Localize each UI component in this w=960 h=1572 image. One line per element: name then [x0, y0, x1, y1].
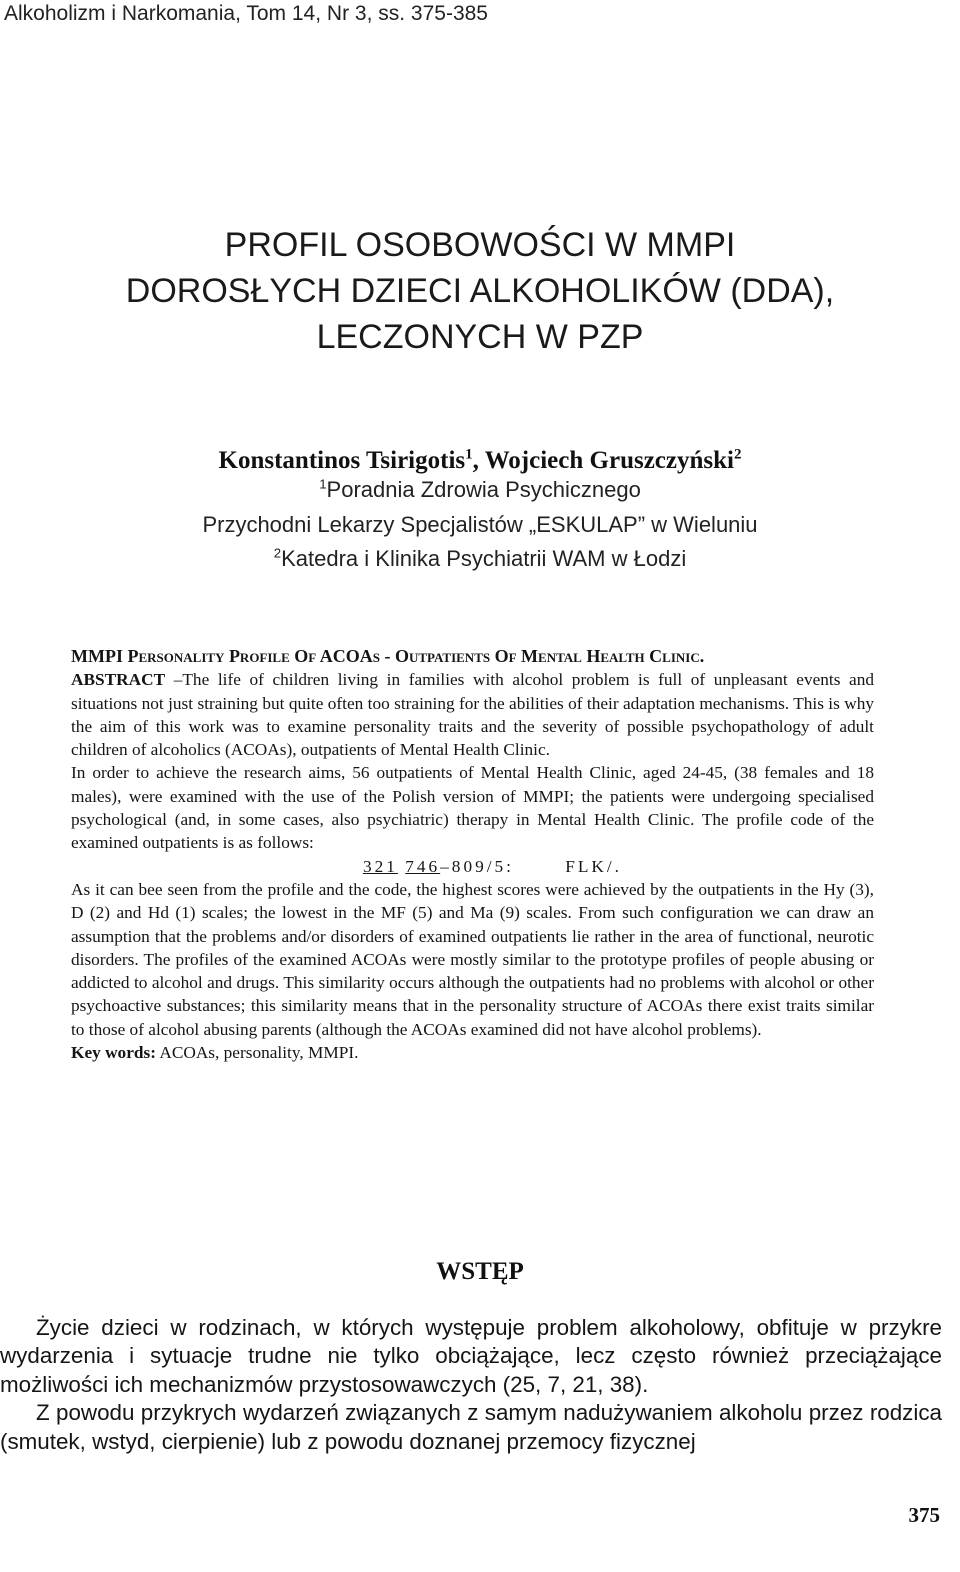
author-list: [0, 447, 960, 475]
affiliation-2: [0, 546, 960, 572]
author-affiliation-marker: 1: [465, 446, 473, 463]
author-name: Konstantinos Tsirigotis: [218, 447, 466, 474]
code-segment: 321: [362, 856, 398, 876]
abstract-block: [71, 645, 874, 1064]
abstract-label: ABSTRACT: [71, 670, 166, 690]
abstract-paragraph: In order to achieve the research aims, 56 outpatients of Mental Health Clinic, aged 24-45, (38 females and 18 males), were examined with the use of the Polish version of MMPI; the patients were undergoing specialised psychological (and, in some cases, also psychiatric) therapy in Mental Health Clinic. The profile code of the examined outpatients is as follows:: [71, 763, 874, 853]
affiliation-1-line-2: Przychodni Lekarzy Specjalistów „ESKULAP” w Wieluniu: [202, 512, 758, 537]
english-title: MMPI Personality Profile Of ACOAs - Outpatients Of Mental Health Clinic.: [71, 646, 705, 666]
affiliation-text: Poradnia Zdrowia Psychicznego: [326, 477, 641, 502]
body-paragraph: Z powodu przykrych wydarzeń związanych z samym nadużywaniem alkoholu przez rodzica (smutek, wstyd, cierpienie) lub z powodu doznanej przemocy fizycznej: [0, 1400, 942, 1454]
affiliation-1-line-1: [0, 477, 960, 503]
keywords-label: Key words:: [71, 1043, 156, 1063]
abstract-paragraph: [71, 668, 874, 761]
title-line: LECZONYCH W PZP: [316, 318, 644, 356]
profile-code: [71, 855, 874, 878]
section-heading: WSTĘP: [436, 1258, 524, 1285]
body-text: [0, 1314, 942, 1456]
affiliation-marker: 2: [273, 545, 282, 561]
body-paragraph: Życie dzieci w rodzinach, w których występuje problem alkoholowy, obfituje w przykre wydarzenia i sytuacje trudne nie tylko obciążające, lecz często również przeciążające możliwości ich mechanizmów przystosowawczych (25, 7, 21, 38).: [0, 1315, 942, 1397]
author-affiliation-marker: 2: [733, 446, 742, 463]
abstract-text: –The life of children living in families with alcohol problem is full of unpleasant events and situations not just straining but quite often too straining for the abilities of their adaptation mechanisms. This is why the aim of this work was to examine personality traits and the severity of possible psychopathology of adult children of alcoholics (ACOAs), outpatients of Mental Health Clinic.: [71, 670, 874, 760]
running-head: Alkoholizm i Narkomania, Tom 14, Nr 3, ss. 375-385: [4, 2, 488, 25]
author-name: Wojciech Gruszczyński: [484, 447, 734, 474]
code-segment: FLK/.: [565, 856, 622, 876]
code-segment: 746: [405, 856, 441, 876]
abstract-paragraph: As it can bee seen from the profile and the code, the highest scores were achieved by the outpatients in the Hy (3), D (2) and Hd (1) scales; the lowest in the MF (5) and Ma (9) scales. From such configuration we can draw an assumption that the problems and/or disorders of examined outpatients lie rather in the area of functional, neurotic disorders. The profiles of the examined ACOAs were mostly similar to the prototype profiles of people abusing or addicted to alcohol and drugs. This similarity occurs although the outpatients had no problems with alcohol or other psychoactive substances; this similarity means that in the personality structure of ACOAs there exist traits similar to those of alcohol abusing parents (although the ACOAs examined did not have alcohol problems).: [71, 879, 874, 1039]
code-segment: –809/5:: [440, 856, 514, 876]
title-line: PROFIL OSOBOWOŚCI W MMPI: [224, 226, 736, 264]
title-line: DOROSŁYCH DZIECI ALKOHOLIKÓW (DDA),: [125, 272, 835, 310]
affiliation-marker: 1: [319, 476, 327, 492]
article-title: [40, 222, 920, 360]
keywords-text: ACOAs, personality, MMPI.: [155, 1043, 359, 1063]
page-number: 375: [908, 1503, 940, 1527]
author-separator: ,: [472, 447, 485, 474]
affiliation-text: Katedra i Klinika Psychiatrii WAM w Łodzi: [281, 546, 687, 571]
keywords: [71, 1041, 874, 1064]
